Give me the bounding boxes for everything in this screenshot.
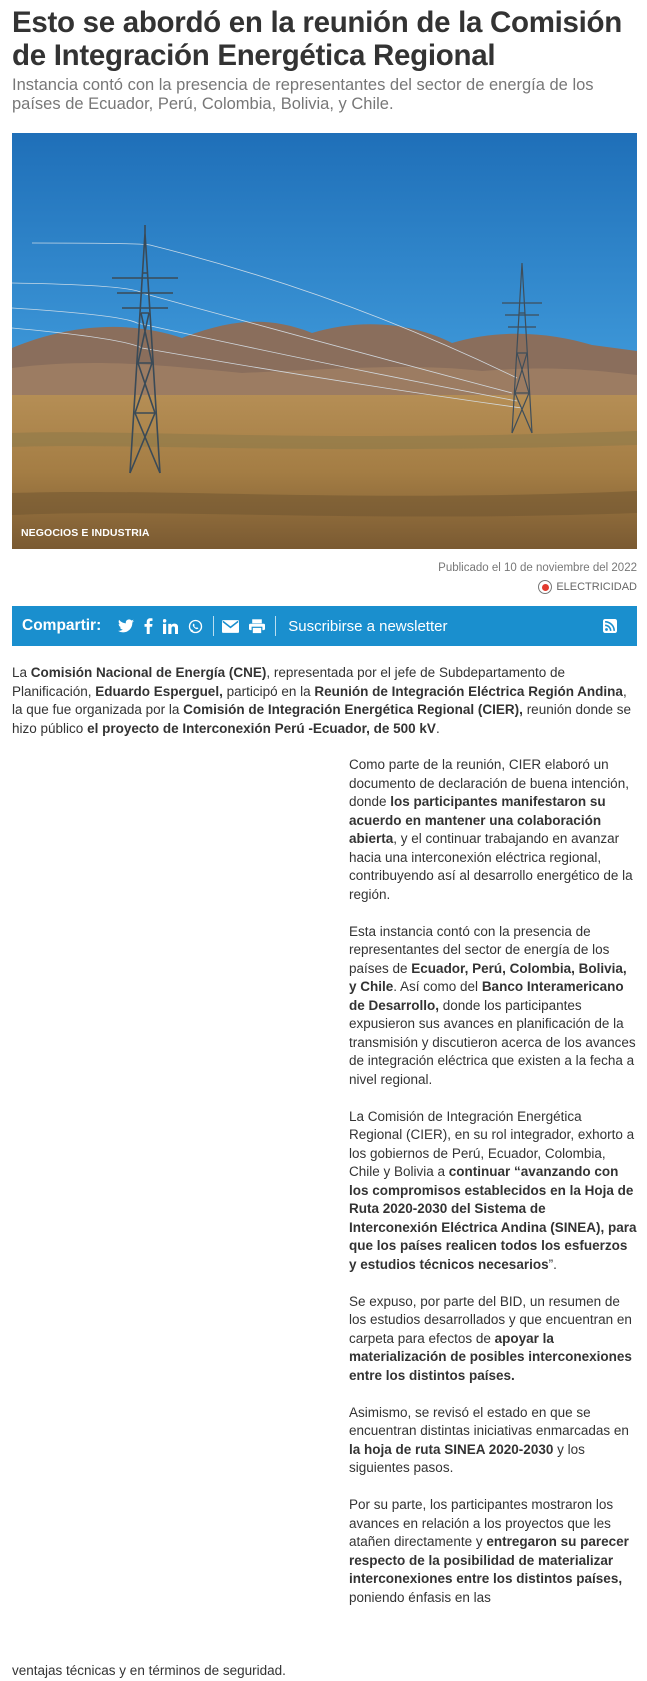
rss-icon[interactable] bbox=[603, 616, 617, 636]
share-label: Compartir: bbox=[22, 617, 102, 634]
hero-landscape-illustration bbox=[12, 133, 637, 549]
page-title: Esto se abordó en la reunión de la Comisión de Integración Energética Regional bbox=[12, 6, 622, 72]
hero-image bbox=[12, 133, 637, 549]
paragraph-4: La Comisión de Integración Energética Regional (CIER), en su rol integrador, exhorto a los gobiernos de Perú, Ecuador, Colombia, Chile y Bolivia a continuar “avanzando con los compromisos establecidos en la Hoja de Ruta 2020-2030 del Sistema de Interconexión Eléctrica Andina (SINEA), para que los países realicen todos los esfuerzos y estudios técnicos necesarios”. bbox=[349, 1108, 637, 1272]
linkedin-icon[interactable] bbox=[163, 616, 178, 636]
category-dot-icon bbox=[538, 580, 552, 594]
hero-category-tag[interactable]: NEGOCIOS E INDUSTRIA bbox=[21, 527, 150, 539]
paragraph-5: Se expuso, por parte del BID, un resumen de los estudios desarrollados y que encuentran en carpeta para efectos de apoyar la materialización de posibles interconexiones entre los distintos países. bbox=[349, 1293, 632, 1383]
share-separator-2 bbox=[275, 616, 276, 636]
paragraph-1: La Comisión Nacional de Energía (CNE), representada por el jefe de Subdepartamento de Planificación, Eduardo Esperguel, participó en la Reunión de Integración Eléctrica Región Andina, la que fue organizada por la Comisión de Integración Energética Regional (CIER), reunión donde se hizo público el proyecto de Interconexión Perú -Ecuador, de 500 kV. bbox=[12, 665, 632, 736]
share-separator bbox=[213, 616, 214, 636]
paragraph-2: Como parte de la reunión, CIER elaboró un documento de declaración de buena intención, donde los participantes manifestaron su acuerdo en mantener una colaboración abierta, y el continuar trabajando en avanzar hacia una interconexión eléctrica regional, contribuyendo así al desarrollo energético de la región. bbox=[349, 757, 633, 902]
paragraph-7: Por su parte, los participantes mostraron los avances en relación a los proyectos que les atañen directamente y entregaron su parecer respecto de la posibilidad de materializar interconexiones entre los distintos países, poniendo énfasis en las bbox=[349, 1497, 629, 1605]
email-icon[interactable] bbox=[222, 616, 239, 636]
article-subhead: Instancia contó con la presencia de representantes del sector de energía de los países de Ecuador, Perú, Colombia, Bolivia, y Chile. bbox=[12, 76, 594, 113]
share-bar bbox=[12, 606, 637, 646]
paragraph-7-continuation: ventajas técnicas y en términos de seguridad. bbox=[12, 1663, 286, 1678]
newsletter-link[interactable]: Suscribirse a newsletter bbox=[288, 617, 448, 635]
paragraph-3: Esta instancia contó con la presencia de representantes del sector de energía de los países de Ecuador, Perú, Colombia, Bolivia, y Chile. Así como del Banco Interamericano de Desarrollo, donde los participantes expusieron sus avances en planificación de la transmisión y discutieron acerca de los avances de integración eléctrica que existen a la fecha a nivel regional. bbox=[349, 923, 636, 1087]
publish-date: Publicado el 10 de noviembre del 2022 bbox=[438, 562, 637, 574]
twitter-icon[interactable] bbox=[118, 616, 134, 636]
whatsapp-icon[interactable] bbox=[188, 616, 203, 636]
category-link[interactable] bbox=[538, 580, 637, 594]
print-icon[interactable] bbox=[249, 616, 265, 636]
facebook-icon[interactable] bbox=[144, 616, 153, 636]
paragraph-6: Asimismo, se revisó el estado en que se encuentran distintas iniciativas enmarcadas en la hoja de ruta SINEA 2020-2030 y los siguientes pasos. bbox=[349, 1404, 629, 1475]
category-label: ELECTRICIDAD bbox=[556, 581, 637, 593]
article-body-column bbox=[349, 756, 637, 1626]
